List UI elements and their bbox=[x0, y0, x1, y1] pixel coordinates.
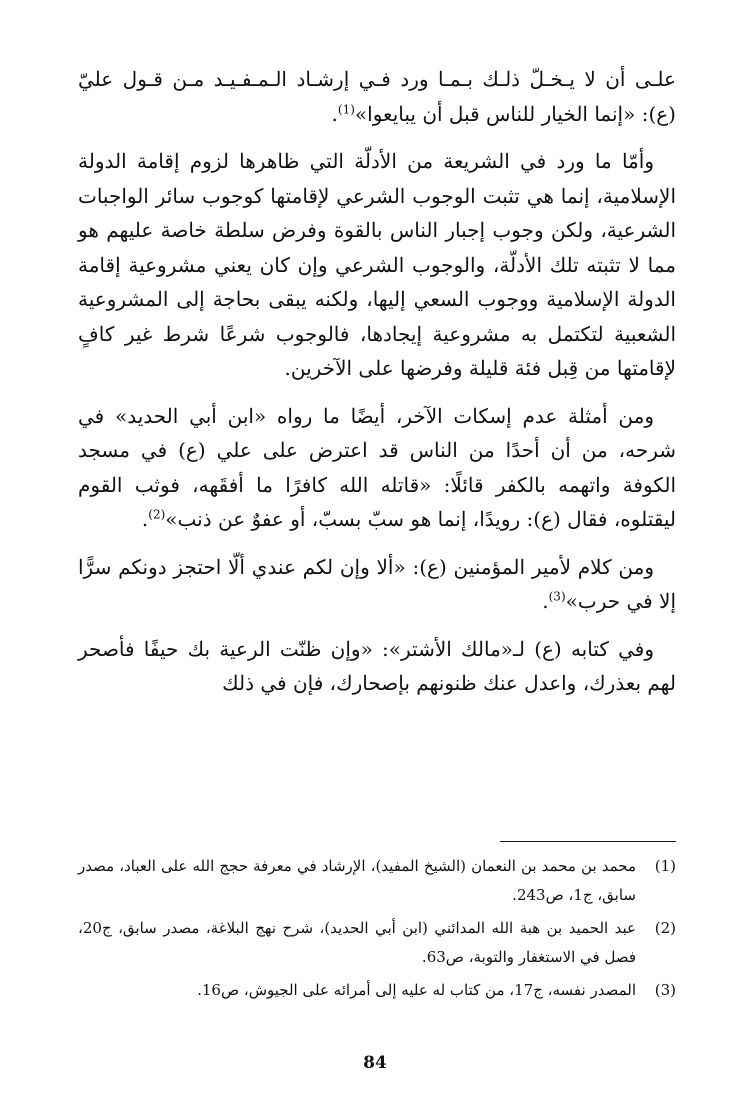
footnote-text: محمد بن محمد بن النعمان (الشيخ المفيد)، الإرشاد في معرفة حجج الله على العباد، مصدر سابق، ج1، ص243. bbox=[78, 857, 636, 904]
paragraph-text: ومن أمثلة عدم إسكات الآخر، أيضًا ما رواه «ابن أبي الحديد» في شرحه، من أن أحدًا من الناس قد اعترض على علي (ع) في مسجد الكوفة واتهمه بالكفر قائلًا: «قاتله الله كافرًا ما أفقَهه، فوثب القوم ليقتلوه، فقال (ع): رويدًا، إنما هو سبّ بسبّ، أو عفوٌ عن ذنب» bbox=[78, 403, 676, 531]
footnote-marker: (2) bbox=[148, 507, 166, 522]
paragraph-5 bbox=[78, 632, 676, 701]
paragraph-3 bbox=[78, 399, 676, 537]
footnote-number: (1) bbox=[654, 857, 676, 875]
paragraph-tail: . bbox=[141, 507, 149, 531]
footnote bbox=[78, 976, 676, 1005]
paragraph-4 bbox=[78, 550, 676, 619]
footnotes bbox=[78, 852, 676, 1009]
footnote bbox=[78, 852, 676, 910]
footnote-divider bbox=[500, 841, 676, 842]
footnote bbox=[78, 914, 676, 972]
paragraph-text: ومن كلام لأمير المؤمنين (ع): «ألا وإن لكم عندي ألّا احتجز دونكم سرًّا إلا في حرب» bbox=[78, 554, 676, 613]
footnote-number: (3) bbox=[654, 981, 676, 999]
footnote-number: (2) bbox=[654, 919, 676, 937]
paragraph-text: علـى أن لا يـخـلّ ذلـك بـمـا ورد فـي إرشـاد الـمـفـيـد مـن قـول عليّ (ع): «إنما الخيار للناس قبل أن يبايعوا» bbox=[78, 67, 676, 126]
paragraph-tail: . bbox=[331, 101, 338, 126]
paragraph-text: وأمّا ما ورد في الشريعة من الأدلّة التي ظاهرها لزوم إقامة الدولة الإسلامية، إنما هي تثبت الوجوب الشرعي لإقامتها كوجوب سائر الواجبات الشرعية، ولكن وجوب إجبار الناس بالقوة وفرض سلطة خاصة عليهم هو مما لا تثبته تلك الأدلّة، والوجوب الشرعي وإن كان يعني مشروعية إقامة الدولة الإسلامية ووجوب السعي إليها، ولكنه يبقى بحاجة إلى المشروعية الشعبية لتكتمل به مشروعية إيجادها، فالوجوب شرعًا شرط غير كافٍ لإقامتها من قِبل فئة قليلة وفرضها على الآخرين. bbox=[78, 149, 676, 380]
paragraph-2 bbox=[78, 144, 676, 386]
page-number: 84 bbox=[363, 1053, 387, 1073]
footnote-marker: (3) bbox=[548, 589, 566, 604]
footnote-marker: (1) bbox=[337, 101, 355, 116]
footnote-text: عبد الحميد بن هبة الله المدائني (ابن أبي الحديد)، شرح نهج البلاغة، مصدر سابق، ج20، فصل في الاستغفار والتوبة، ص63. bbox=[78, 919, 636, 966]
main-text bbox=[78, 62, 676, 714]
paragraph-1 bbox=[78, 62, 676, 131]
footnote-text: المصدر نفسه، ج17، من كتاب له عليه إلى أمرائه على الجيوش، ص16. bbox=[197, 981, 636, 999]
paragraph-tail: . bbox=[542, 589, 549, 613]
paragraph-text: وفي كتابه (ع) لـ«مالك الأشتر»: «وإن ظنّت الرعية بك حيفًا فأصحر لهم بعذرك، واعدل عنك ظنونهم بإصحارك، فإن في ذلك bbox=[78, 636, 676, 695]
